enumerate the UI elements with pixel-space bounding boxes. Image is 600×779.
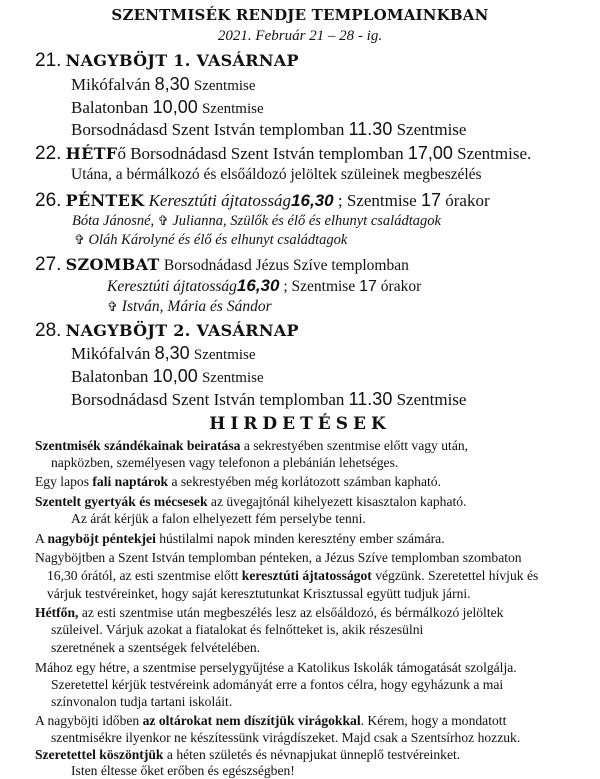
mass-label: Szentmise: [396, 390, 467, 409]
mass-place: Balatonban: [71, 367, 149, 386]
mass-line: [71, 343, 256, 364]
day-number: 26.: [35, 190, 62, 211]
announcement-item: [35, 605, 503, 621]
cross-icon: ✞: [74, 232, 85, 247]
mass-place: Borsodnádasd Szent István templomban: [71, 120, 345, 139]
announcement-continuation: [47, 568, 538, 584]
devotion-line: [107, 276, 421, 296]
mass-suffix: órakor: [445, 191, 490, 210]
mass-label: Szentmise: [193, 347, 256, 363]
page-title: SZENTMISÉK RENDJE TEMPLOMAINKBAN: [111, 6, 489, 24]
devotion-label: Keresztúti ájtatosság: [107, 278, 237, 295]
cross-icon: ✞: [157, 213, 169, 228]
announcement-item: [35, 713, 506, 729]
mass-label: Szentmise: [396, 120, 467, 139]
mass-time: 8,30: [154, 343, 190, 363]
devotion-time: 16,30: [291, 191, 334, 210]
day-name: NAGYBÖJT 2. VASÁRNAP: [65, 321, 299, 340]
mass-line: [71, 97, 264, 118]
mass-line: [71, 389, 466, 410]
announcement-item: [35, 747, 460, 763]
announcement-item: [35, 438, 468, 454]
mass-time: 8,30: [154, 74, 190, 94]
announcements-heading: HIRDETÉSEK: [209, 414, 391, 434]
announcement-text: az esti szentmise után megbeszélés lesz az elsőáldozó, és bérmálkozó jelöltek: [78, 605, 504, 620]
day-26-heading: [35, 190, 490, 212]
announcement-continuation: Az árát kérjük a falon elhelyezett fém perselybe tenni.: [71, 511, 366, 526]
announcement-item: Mához egy hétre, a szentmise perselygyűjtése a Katolikus Iskolák támogatását szolgálja.: [35, 660, 517, 675]
intention-text: Oláh Károlyné és élő és elhunyt családtagok: [84, 232, 348, 248]
mass-label: Szentmise: [193, 78, 256, 94]
day-22-note: Utána, a bérmálkozó és elsőáldozó jelöltek szüleinek megbeszélés: [71, 166, 482, 183]
announcement-text: . Kérem, hogy a mondatott: [360, 713, 507, 728]
day-name: SZOMBAT: [65, 255, 160, 274]
announcement-text: végzünk. Szeretettel hívjuk és: [371, 568, 539, 583]
announcement-text: az üvegajtónál kihelyezett kisasztalon kapható.: [207, 494, 467, 509]
mass-time: 17: [359, 278, 377, 295]
announcement-text: a sekrestyében még korlátozott számban kapható.: [168, 474, 441, 489]
day-number: 27.: [35, 254, 62, 275]
announcement-text: a sekrestyében szentmise előtt vagy után,: [240, 438, 469, 453]
announcement-item: [35, 474, 441, 490]
mass-suffix: órakor: [380, 278, 422, 295]
day-number: 21.: [35, 50, 62, 71]
announcement-text: Egy lapos: [35, 474, 93, 489]
mass-place: Balatonban: [71, 98, 149, 117]
day-name-suffix: ő: [117, 144, 126, 163]
announcement-item: [35, 494, 466, 510]
mass-time: 17,00: [407, 143, 453, 163]
day-name: PÉNTEK: [65, 191, 145, 210]
mass-line: [71, 74, 256, 95]
announcement-bold: Szentmisék szándékainak beiratása: [35, 438, 241, 453]
devotion-time: 16,30: [236, 276, 280, 295]
mass-time: 17: [420, 190, 441, 210]
intention-text: István, Mária és Sándor: [117, 298, 272, 315]
announcement-bold: keresztúti ájtatosságot: [241, 568, 372, 583]
devotion-label: Keresztúti ájtatosság: [148, 191, 292, 210]
announcement-item: Nagyböjtben a Szent István templomban pénteken, a Jézus Szíve templomban szombaton: [35, 550, 522, 565]
intention-text: Bóta Jánosné,: [72, 213, 158, 229]
announcement-item: [35, 531, 445, 547]
mass-place: Borsodnádasd Szent István templomban: [71, 390, 345, 409]
day-name: HÉTF: [65, 144, 118, 163]
mass-time: 11.30: [348, 389, 393, 409]
announcement-continuation: szüleivel. Várjuk azokat a fiatalokat és felnőtteket is, akik részesülni: [51, 622, 424, 637]
day-name: NAGYBÖJT 1. VASÁRNAP: [65, 51, 299, 70]
intention-text: Julianna, Szülők és élő és elhunyt családtagok: [168, 213, 441, 229]
mass-label: Szentmise: [201, 370, 264, 386]
day-22-heading: [35, 143, 531, 165]
announcement-text: A nagyböjti időben: [35, 713, 143, 728]
intention-line: [107, 298, 272, 316]
announcement-continuation: Isten éltesse őket erőben és egészségben!: [71, 763, 295, 778]
announcement-continuation: várjuk testvéreinket, hogy saját keresztutunkat Krisztussal együtt tudjuk járni.: [47, 586, 471, 601]
announcement-continuation: napközben, személyesen vagy telefonon a plebánián lehetséges.: [51, 455, 399, 470]
announcement-text: A: [35, 531, 48, 546]
day-27-heading: [35, 254, 409, 276]
mass-place: Mikófalván: [71, 75, 151, 94]
announcement-continuation: szentmisékre ilyenkor ne készítessünk virágdíszeket. Majd csak a Szentsírhoz hozzuk.: [51, 730, 521, 745]
day-number: 22.: [35, 143, 62, 164]
mass-line: [71, 119, 466, 140]
announcement-text: a héten születés és névnapjukat ünneplő testvéreinket.: [163, 747, 461, 762]
mass-label: Szentmise: [201, 101, 264, 117]
day-21-heading: [35, 50, 299, 72]
announcement-text: 16,30 órától, az esti szentmise előtt: [47, 568, 242, 583]
announcement-text: hústilalmi napok minden keresztény ember számára.: [155, 531, 445, 546]
intention-line: [74, 232, 347, 249]
announcement-bold: az oltárokat nem díszítjük virágokkal: [142, 713, 361, 728]
mass-line: [71, 366, 264, 387]
intention-line: [72, 213, 441, 230]
announcement-bold: nagyböjt péntekjei: [47, 531, 156, 546]
announcement-bold: fali naptárok: [92, 474, 169, 489]
mass-place: Borsodnádasd Jézus Szíve templomban: [163, 257, 409, 274]
announcement-continuation: színvonalon tudja tartani iskoláit.: [51, 694, 233, 709]
mass-label: ; Szentmise: [283, 278, 356, 295]
mass-place: Mikófalván: [71, 344, 151, 363]
announcement-continuation: Szeretettel kérjük testvéreink adományát erre a fontos célra, hogy egyházunk a mai: [51, 677, 504, 692]
mass-label: ; Szentmise: [337, 191, 417, 210]
mass-time: 10,00: [152, 97, 198, 117]
day-number: 28.: [35, 320, 62, 341]
mass-time: 11.30: [348, 119, 393, 139]
day-28-heading: [35, 320, 299, 342]
mass-label: Szentmise.: [457, 144, 532, 163]
announcement-bold: Szentelt gyertyák és mécsesek: [35, 494, 208, 509]
announcement-bold: Hétfőn,: [35, 605, 79, 620]
mass-place: Borsodnádasd Szent István templomban: [130, 144, 404, 163]
mass-time: 10,00: [152, 366, 198, 386]
date-range: 2021. Február 21 – 28 - ig.: [217, 28, 383, 44]
announcement-continuation: szeretnének a szentségek felvételében.: [51, 640, 261, 655]
announcement-bold: Szeretettel köszöntjük: [35, 747, 164, 762]
cross-icon: ✞: [107, 299, 118, 314]
